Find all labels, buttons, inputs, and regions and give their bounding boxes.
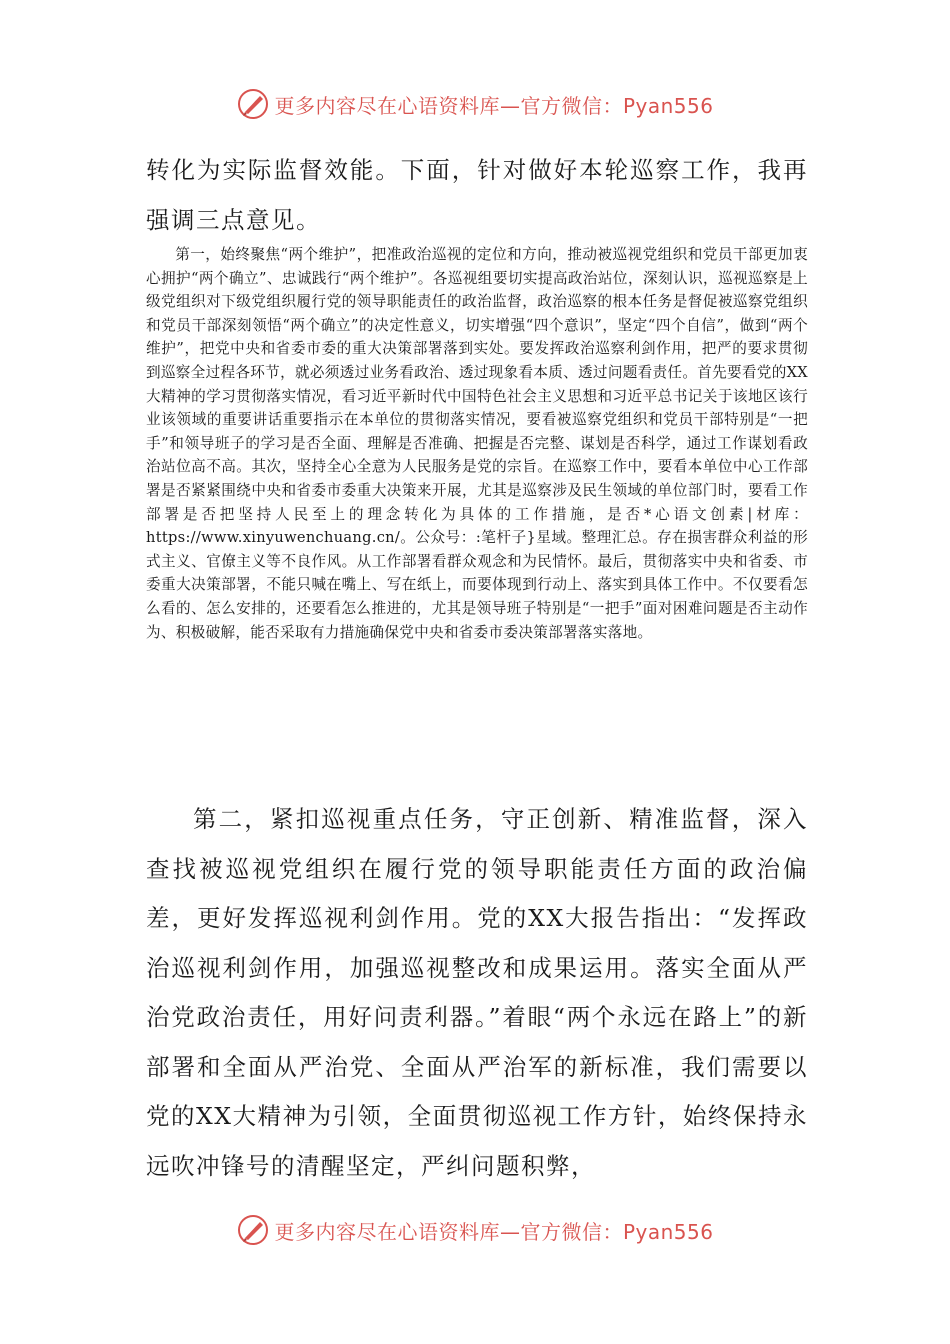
paragraph-second-point	[146, 795, 808, 1191]
pen-quill-icon	[236, 87, 270, 121]
watermark-text: 更多内容尽在心语资料库—官方微信：Pyan556	[274, 1219, 714, 1244]
paragraph-intro-tail	[146, 146, 808, 245]
paragraph-text: 转化为实际监督效能。下面，针对做好本轮巡察工作，我再强调三点意见。	[146, 156, 808, 234]
pen-quill-icon	[236, 1213, 270, 1247]
paragraph-text: 第二，紧扣巡视重点任务，守正创新、精准监督，深入查找被巡视党组织在履行党的领导职能责任方面的政治偏差，更好发挥巡视利剑作用。党的XX大报告指出：“发挥政治巡视利剑作用，加强巡视整改和成果运用。落实全面从严治党政治责任，用好问责利器。”着眼“两个永远在路上”的新部署和全面从严治党、全面从严治军的新标准，我们需要以党的XX大精神为引领，全面贯彻巡视工作方针，始终保持永远吹冲锋号的清醒坚定，严纠问题积弊，	[146, 805, 808, 1180]
paragraph-text: 第一，始终聚焦“两个维护”，把准政治巡视的定位和方向，推动被巡视党组织和党员干部更加衷心拥护“两个确立”、忠诚践行“两个维护”。各巡视组要切实提高政治站位，深刻认识，巡视巡察是上级党组织对下级党组织履行党的领导职能责任的政治监督，政治巡察的根本任务是督促被巡察党组织和党员干部深刻领悟“两个确立”的决定性意义，切实增强“四个意识”，坚定“四个自信”，做到“两个维护”，把党中央和省委市委的重大决策部署落到实处。要发挥政治巡察利剑作用，把严的要求贯彻到巡察全过程各环节，就必须透过业务看政治、透过现象看本质、透过问题看责任。首先要看党的XX大精神的学习贯彻落实情况，看习近平新时代中国特色社会主义思想和习近平总书记关于该地区该行业该领域的重要讲话重要指示在本单位的贯彻落实情况，要看被巡察党组织和党员干部特别是“一把手”和领导班子的学习是否全面、理解是否准确、把握是否完整、谋划是否科学，通过工作谋划看政治站位高不高。其次，坚持全心全意为人民服务是党的宗旨。在巡察工作中，要看本单位中心工作部署是否紧紧围绕中央和省委市委重大决策来开展，尤其是巡察涉及民生领域的单位部门时，要看工作部署是否把坚持人民至上的理念转化为具体的工作措施，是否*心语文创素|材库：https://www.xinyuwenchuang.cn/。公众号：:笔杆子}星域。整理汇总。存在损害群众利益的形式主义、官僚主义等不良作风。从工作部署看群众观念和为民情怀。最后，贯彻落实中央和省委、市委重大决策部署，不能只喊在嘴上、写在纸上，而要体现到行动上、落实到具体工作中。不仅要看怎么看的、怎么安排的，还要看怎么推进的，尤其是领导班子特别是“一把手”面对困难问题是否主动作为、积极破解，能否采取有力措施确保党中央和省委市委决策部署落实落地。	[146, 246, 808, 641]
paragraph-first-point	[146, 243, 808, 644]
watermark-banner-bottom	[0, 1206, 950, 1254]
watermark-banner-top	[0, 80, 950, 128]
watermark-text: 更多内容尽在心语资料库—官方微信：Pyan556	[274, 93, 714, 118]
